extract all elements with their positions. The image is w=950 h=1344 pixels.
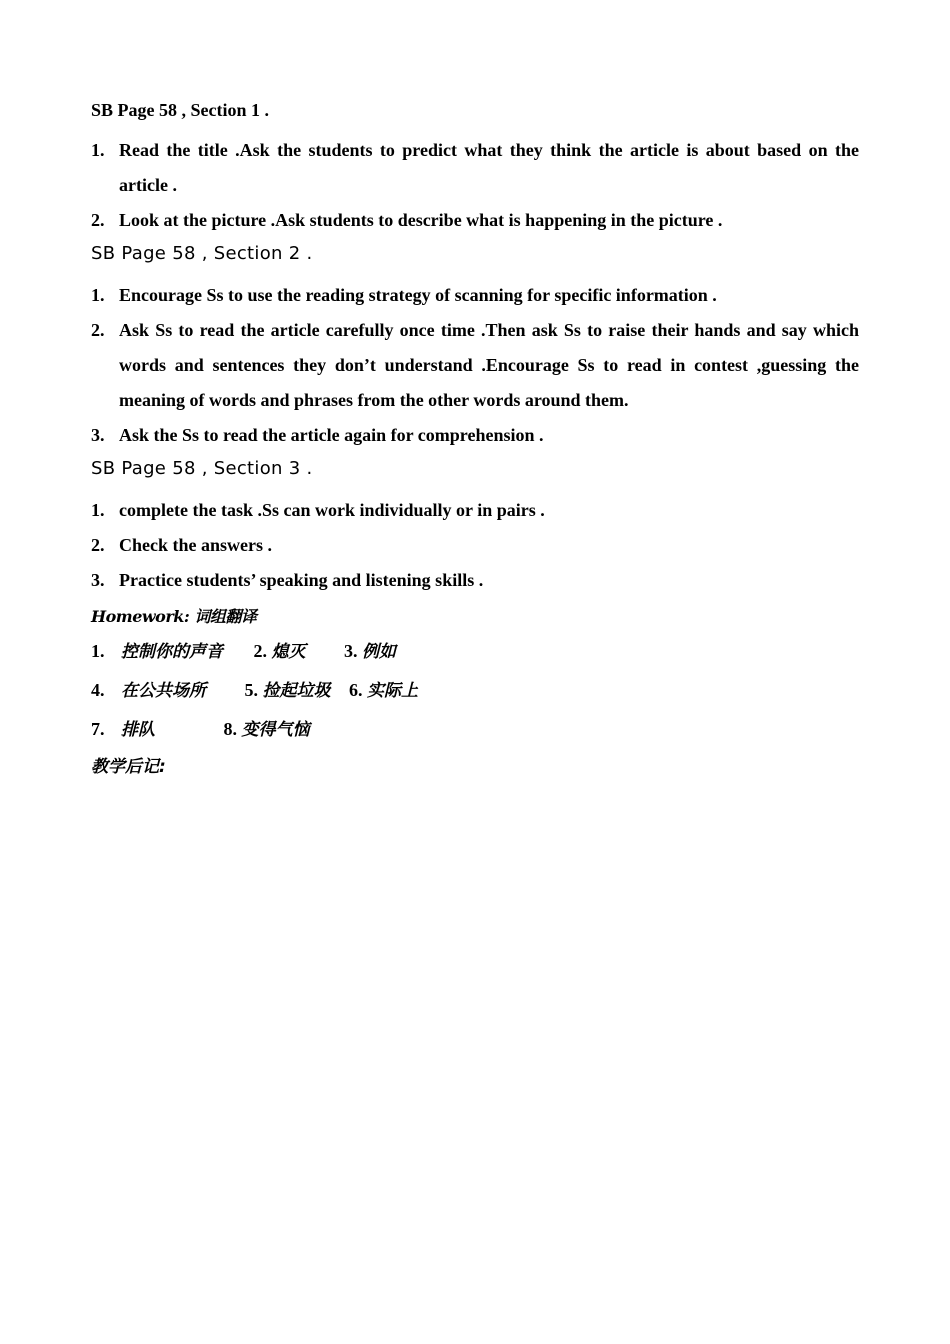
homework-item-text: 实际上	[367, 681, 418, 701]
item-text: Look at the picture .Ask students to describe what is happening in the picture .	[119, 210, 723, 230]
list-item	[91, 493, 859, 528]
item-text: Practice students’ speaking and listening skills .	[119, 570, 484, 590]
section-3-heading: SB Page 58 , Section 3 .	[91, 458, 313, 479]
section-2-heading: SB Page 58 , Section 2 .	[91, 243, 313, 264]
item-number: 2.	[91, 320, 105, 340]
section-1-list	[91, 133, 859, 238]
list-item	[91, 133, 859, 203]
homework-item-text: 变得气恼	[241, 720, 310, 740]
homework-item-number: 4.	[91, 680, 105, 700]
homework-item-number: 8.	[223, 719, 237, 739]
lesson-content	[91, 98, 859, 785]
teaching-notes-label: 教学后记:	[91, 757, 166, 777]
section-2-list	[91, 278, 859, 453]
list-item	[91, 313, 859, 418]
item-number: 1.	[91, 285, 105, 305]
list-item	[91, 418, 859, 453]
homework-item-number: 6.	[349, 680, 363, 700]
item-text: Ask the Ss to read the article again for comprehension .	[119, 425, 544, 445]
homework-label-en: Homework:	[91, 607, 190, 626]
homework-row	[91, 710, 859, 749]
homework-item-number: 7.	[91, 719, 105, 739]
item-text: complete the task .Ss can work individually or in pairs .	[119, 500, 545, 520]
homework-item-text: 例如	[362, 642, 396, 662]
homework-label	[91, 602, 859, 632]
homework-item-text: 捡起垃圾	[262, 681, 331, 701]
item-text: Ask Ss to read the article carefully once time .Then ask Ss to raise their hands and say which words and sentences they don’t understand .Encourage Ss to read in contest ,guessing the meaning of words and phrases from the other words around them.	[119, 320, 859, 410]
homework-item-number: 1.	[91, 641, 105, 661]
item-number: 3.	[91, 570, 105, 590]
section-1-heading: SB Page 58 , Section 1 .	[91, 100, 269, 120]
homework-item-text: 熄灭	[271, 642, 306, 662]
list-item	[91, 563, 859, 598]
item-number: 2.	[91, 535, 105, 555]
homework-row	[91, 671, 859, 710]
homework-item-number: 3.	[344, 641, 358, 661]
item-text: Check the answers .	[119, 535, 272, 555]
item-number: 1.	[91, 140, 105, 160]
item-text: Read the title .Ask the students to predict what they think the article is about based on the article .	[119, 140, 859, 195]
item-text: Encourage Ss to use the reading strategy of scanning for specific information .	[119, 285, 717, 305]
homework-item-number: 2.	[253, 641, 267, 661]
homework-item-number: 5.	[244, 680, 258, 700]
homework-row	[91, 632, 859, 671]
homework-item-text: 在公共场所	[121, 681, 206, 701]
list-item	[91, 278, 859, 313]
item-number: 1.	[91, 500, 105, 520]
section-3-list	[91, 493, 859, 598]
homework-label-cn: 词组翻译	[189, 607, 257, 626]
item-number: 3.	[91, 425, 105, 445]
list-item	[91, 528, 859, 563]
homework-item-text: 控制你的声音	[121, 642, 223, 662]
homework-item-text: 排队	[121, 720, 155, 740]
item-number: 2.	[91, 210, 105, 230]
list-item	[91, 203, 859, 238]
